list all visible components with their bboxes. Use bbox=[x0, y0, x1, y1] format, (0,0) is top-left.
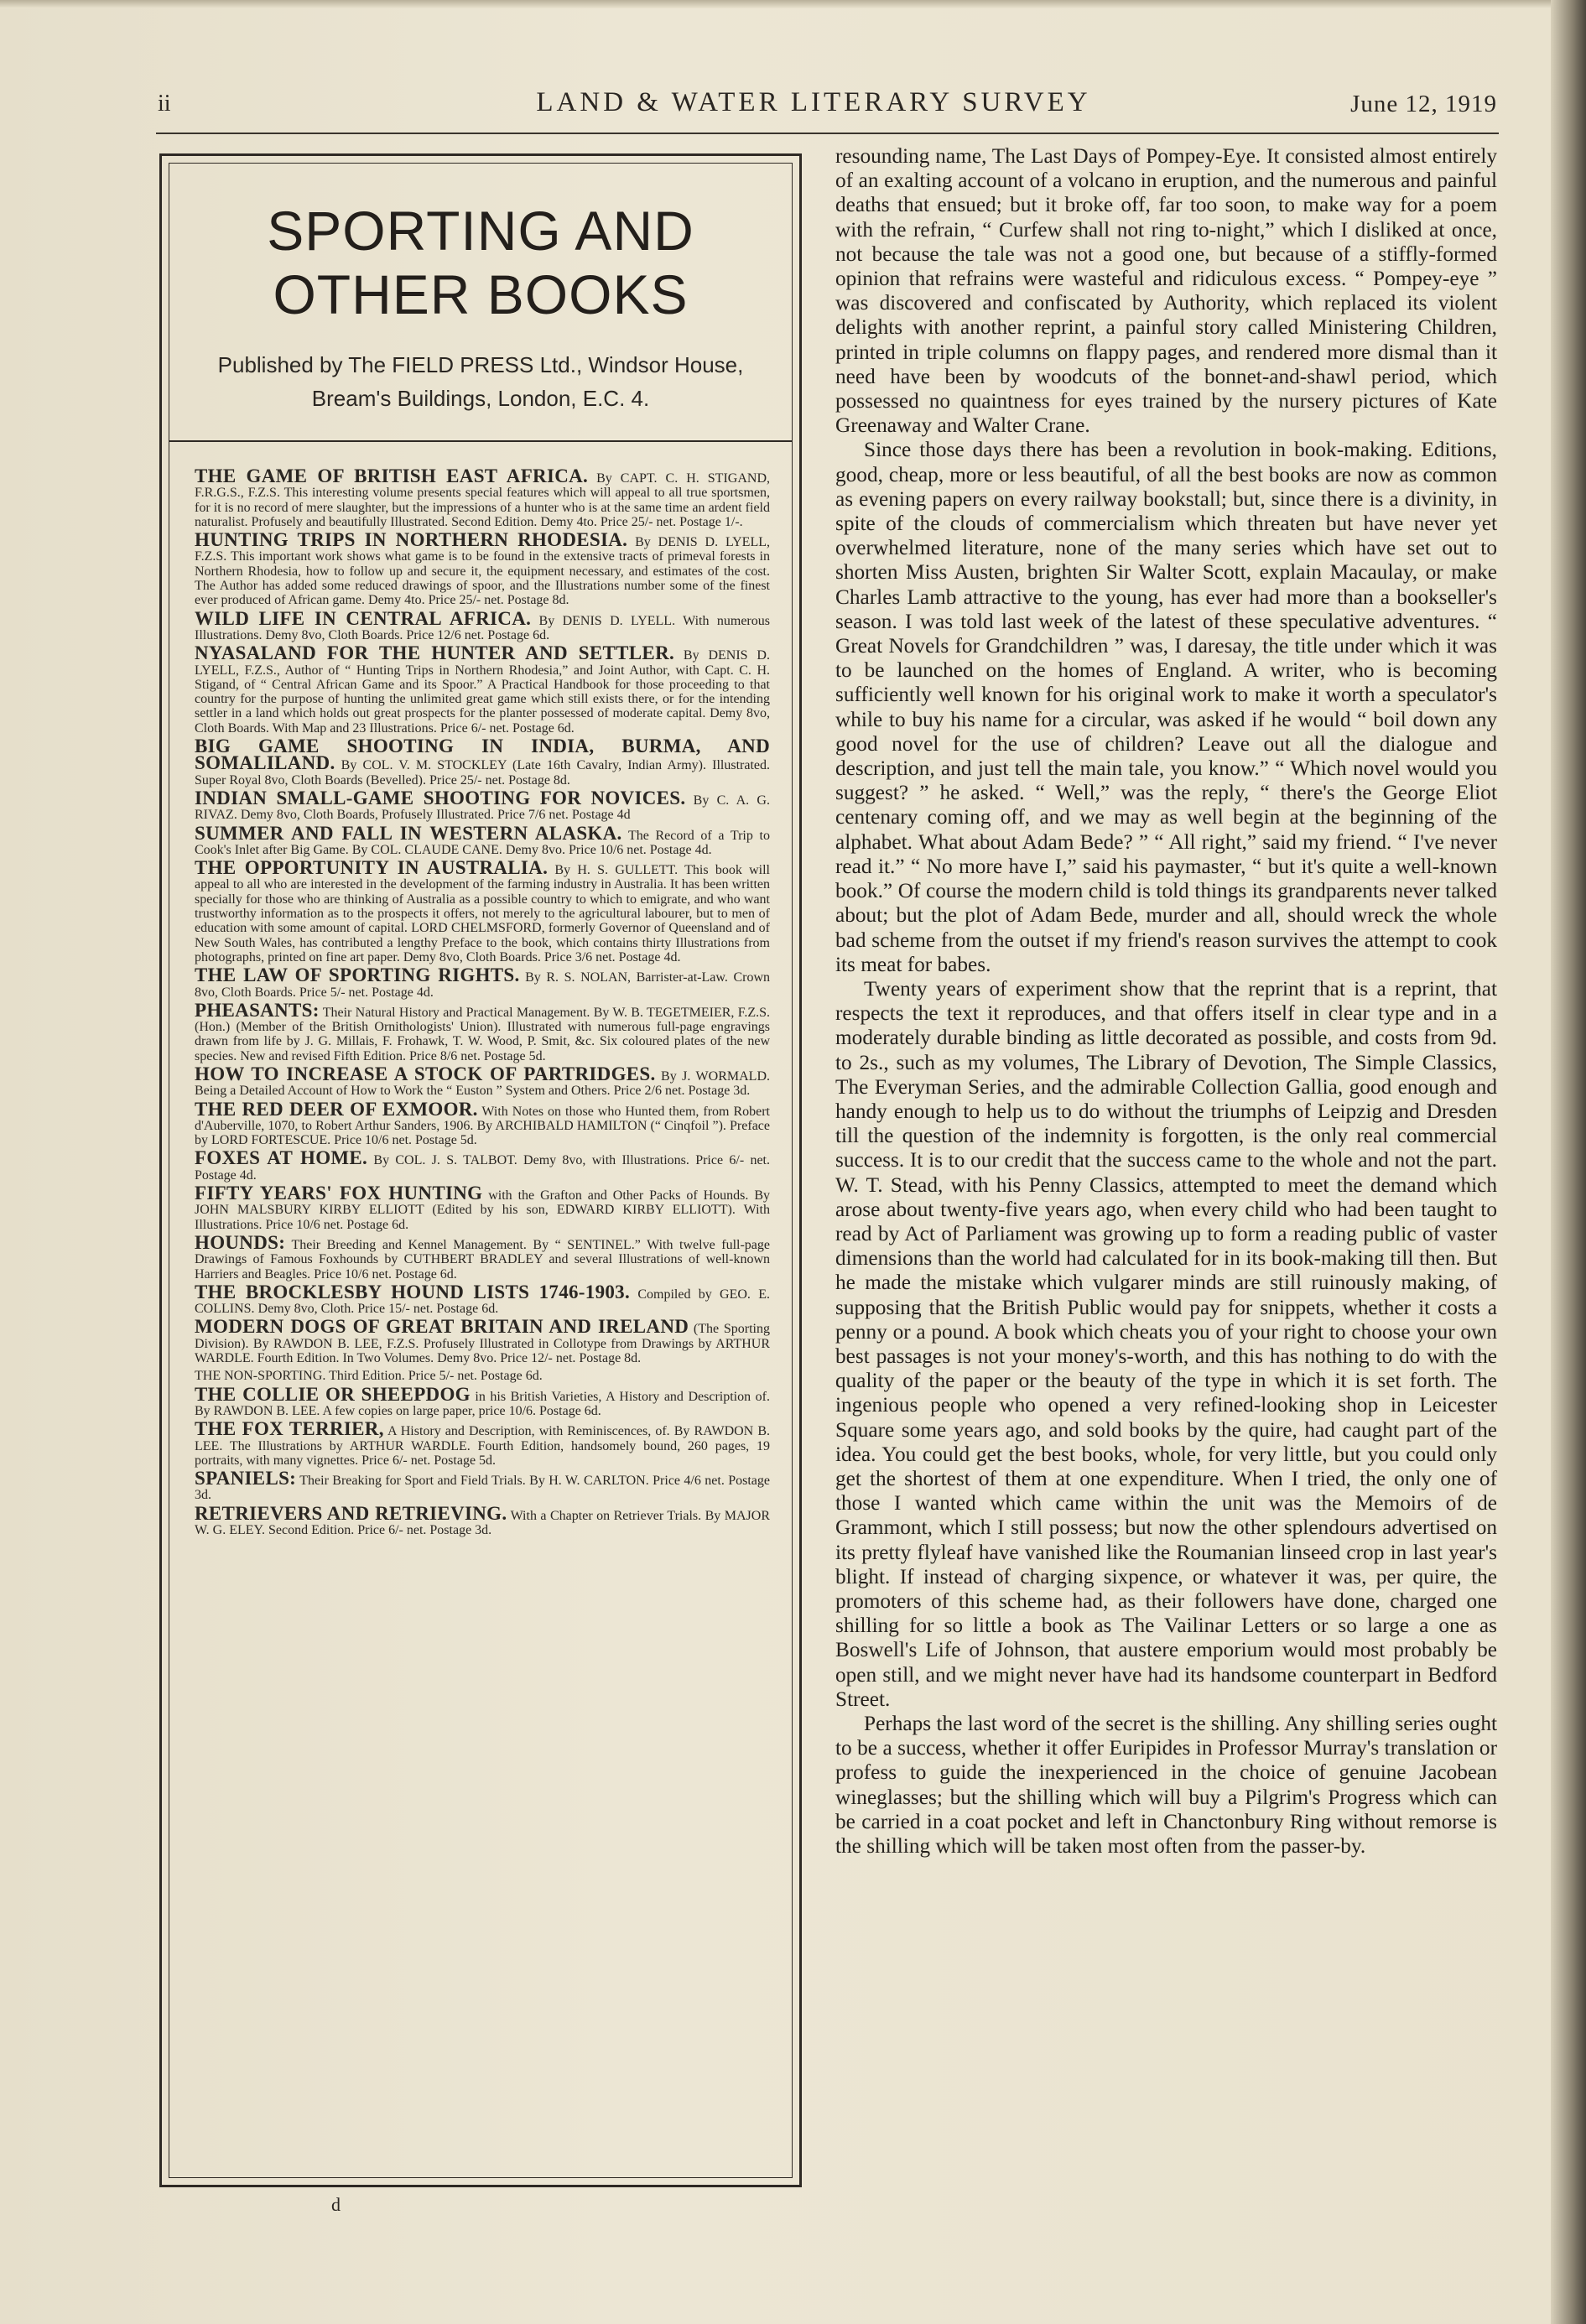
article-paragraph: Perhaps the last word of the secret is the shilling. Any shilling series ought to be a success, whether it offer Euripides in Professor Murray's translation or profess to guide the inexperienced in the choice of genuine Jacobean wineglasses; but the shilling which will buy a Pilgrim's Progress which can be carried in a coat pocket and left in Chanctonbury Ring without remorse is the shilling which will be taken most often from the passer-by. bbox=[835, 1712, 1497, 1859]
book-list bbox=[169, 442, 792, 1537]
publisher-line: Published by The FIELD PRESS Ltd., Windsor House, Bream's Buildings, London, E.C. 4. bbox=[217, 352, 744, 411]
book-title: MODERN DOGS OF GREAT BRITAIN AND IRELAND bbox=[195, 1316, 689, 1338]
book-entry bbox=[195, 1231, 770, 1282]
book-entry bbox=[195, 1383, 770, 1419]
book-entry bbox=[195, 1369, 770, 1383]
book-description: By CAPT. C. H. STIGAND, F.R.G.S., F.Z.S. This interesting volume presents special features which will appeal to all true sportsmen, for it is no record of mere slaughter, but the impressions of a hunter who is at the same time an ardent field naturalist. Profusely and beautifully Illustrated. Second Edition. Demy 4to. Price 25/- net. Postage 1/-. bbox=[195, 471, 770, 529]
book-title: FOXES AT HOME. bbox=[195, 1147, 368, 1169]
book-entry bbox=[195, 1098, 770, 1148]
book-entry bbox=[195, 529, 770, 608]
book-description: By DENIS D. LYELL, F.Z.S. This important work shows what game is to be found in the extensive tracts of primeval forests in Northern Rhodesia, how to follow up and secure it, the equipment necessary, and estimates of the cost. The Author has added some reduced drawings of spoor, and the Illustrations number some of the finest ever produced of African game. Demy 4to. Price 25/- net. Postage 8d. bbox=[195, 535, 770, 608]
book-description: The Record of a Trip to Cook's Inlet after Big Game. By COL. CLAUDE CANE. Demy 8vo. Price 10/6 net. Postage 4d. bbox=[195, 828, 771, 857]
article-paragraph: Twenty years of experiment show that the reprint that is a reprint, that respects the text it reproduces, and that offers itself in clear type and in a moderately durable binding as little decorated as possible, and costs from 9d. to 2s., such as my volumes, The Library of Devotion, The Simple Classics, The Everyman Series, and the admirable Collection Gallia, good enough and handy enough to help us to do without the triumphs of Leipzig and Dresden till the question of the indemnity is forgotten, is the only real commercial success. It is to our credit that the success came to the whole and not the part. W. T. Stead, with his Penny Classics, attempted to meet the demand which arose about twenty-five years ago, when every child who had been taught to read by Act of Parliament was growing up to form a reading public of vaster dimensions than the world had calculated for in its book-making till then. But he made the mistake which vulgarer minds are still ruinously making, of supposing that the British Public would pay for snippets, whether it costs a penny or a pound. A book which cheats you of your right to choose your own best passages is not your money's-worth, and this has nothing to do with the quality of the paper or the beauty of the type in which it is set forth. The ingenious people who opened a very refined-looking shop in Leicester Square some years ago, and sold books by the quire, had caught part of the idea. You could get the best books, whole, for very little, but you could only get the shortest of them at one expenditure. When I tried, the only one of those I wanted which came within the unit was the Memoirs of de Grammont, which I still possess; but now the other splendours advertised on its pretty flyleaf have vanished like the Roumanian linseed crop in last year's blight. If instead of charging sixpence, or whatever it was, per quire, the promoters of this scheme had, as their followers have done, charged one shilling for so little a book as The Vailinar Letters or so large a one as Boswell's Life of Johnson, that austere emporium would most probably be open still, and we might never have had its handsome counterpart in Bedford Street. bbox=[835, 976, 1497, 1711]
book-entry bbox=[195, 1063, 770, 1099]
book-entry bbox=[195, 607, 770, 643]
book-entry bbox=[195, 822, 771, 858]
book-entry bbox=[195, 736, 770, 788]
book-title: THE COLLIE OR SHEEPDOG bbox=[195, 1383, 471, 1405]
book-entry bbox=[195, 465, 770, 529]
book-description: With Notes on those who Hunted them, from Robert d'Auberville, 1070, to Robert Arthur Sanders, 1906. By ARCHIBALD HAMILTON (“ Cinqfoil ”). Preface by LORD FORTESCUE. Price 10/6 net. Postage 5d. bbox=[195, 1104, 770, 1148]
book-entry bbox=[195, 857, 770, 964]
book-entry bbox=[195, 964, 770, 1000]
book-title: INDIAN SMALL-GAME SHOOTING FOR NOVICES. bbox=[195, 787, 686, 808]
book-title: THE LAW OF SPORTING RIGHTS. bbox=[195, 964, 520, 986]
book-title: RETRIEVERS AND RETRIEVING. bbox=[195, 1502, 507, 1524]
book-description: By DENIS D. LYELL. With numerous Illustrations. Demy 8vo, Cloth Boards. Price 12/6 net. Postage 6d. bbox=[195, 613, 770, 642]
book-title: FIFTY YEARS' FOX HUNTING bbox=[195, 1183, 483, 1204]
page-binding-edge bbox=[1551, 0, 1586, 2324]
book-entry bbox=[195, 1502, 770, 1538]
book-description: in his British Varieties, A History and Description of. By RAWDON B. LEE. A few copies on large paper, price 10/6. Postage 6d. bbox=[195, 1389, 770, 1418]
book-entry bbox=[195, 1183, 770, 1232]
book-description: Their Breaking for Sport and Field Trials. By H. W. CARLTON. Price 4/6 net. Postage 3d. bbox=[195, 1474, 770, 1503]
article-paragraph: resounding name, The Last Days of Pompey-Eye. It consisted almost entirely of an exalting account of a volcano in eruption, and the numerous and painful deaths that ensued; but it broke off, far too soon, to make way for a poem with the refrain, “ Curfew shall not ring to-night,” which I disliked at once, not because the tale was not a good one, but because of a stiffly-formed opinion that refrains were wasteful and ridiculous excess. “ Pompey-eye ” was discovered and confiscated by Authority, which replaced its violent delights with another reprint, a painful story called Ministering Children, printed in triple columns on flappy pages, and rendered more dismal than it need have been by woodcuts of the bonnet-and-shawl period, which possessed no quaintness for eyes trained by the nursery pictures of Kate Greenaway and Walter Crane. bbox=[835, 144, 1497, 438]
book-entry bbox=[195, 1281, 770, 1317]
book-entry bbox=[195, 1418, 770, 1468]
page-top-edge bbox=[0, 0, 1586, 8]
book-description: THE NON-SPORTING. Third Edition. Price 5/- net. Postage 6d. bbox=[195, 1369, 543, 1384]
book-description: Their Natural History and Practical Management. By W. B. TEGETMEIER, F.Z.S. (Hon.) (Member of the British Ornithologists' Union). Illustrated with numerous full-page engravings drawn from life by J. G. Millais, F. Frohawk, T. W. Wood, P. Smit, &c. Six coloured plates of the new species. New and revised Fifth Edition. Price 8/6 net. Postage 5d. bbox=[195, 1005, 770, 1063]
book-entry bbox=[195, 642, 770, 736]
book-description: Compiled by GEO. E. COLLINS. Demy 8vo, Cloth. Price 15/- net. Postage 6d. bbox=[195, 1287, 770, 1317]
folio-number: ii bbox=[158, 91, 171, 117]
advertisement-title-line-1: SPORTING AND bbox=[267, 200, 694, 262]
book-description: By H. S. GULLETT. This book will appeal to all who are interested in the development of the farming industry in Australia. It has been written specially for those who are thinking of Australia as a possible country to which to emigrate, and who want trustworthy information as to the prospects it offers, not merely to the agricultural labourer, but to men of education with some amount of capital. LORD CHELMSFORD, formerly Governor of Queensland and of New South Wales, has contributed a lengthy Preface to the book, which contains thirty Illustrations from photographs, printed on fine art paper. Demy 8vo, Cloth Boards. Price 3/6 net. Postage 4d. bbox=[195, 863, 770, 964]
article-column bbox=[835, 144, 1497, 1859]
book-entry bbox=[195, 787, 770, 823]
book-description: By R. S. NOLAN, Barrister-at-Law. Crown 8vo, Cloth Boards. Price 5/- net. Postage 4d. bbox=[195, 970, 770, 1000]
book-description: Their Breeding and Kennel Management. By “ SENTINEL.” With twelve full-page Drawings of Famous Foxhounds by CUTHBERT BRADLEY and several Illustrations of well-known Harriers and Beagles. Price 10/6 net. Postage 6d. bbox=[195, 1237, 770, 1282]
book-title: HOUNDS: bbox=[195, 1231, 286, 1253]
book-title: THE FOX TERRIER, bbox=[195, 1418, 384, 1440]
book-description: A History and Description, with Reminiscences, of. By RAWDON B. LEE. The Illustrations by ARTHUR WARDLE. Fourth Edition, handsomely bound, 260 pages, 19 portraits, with many vignettes. Price 6/- net. Postage 5d. bbox=[195, 1424, 770, 1468]
book-title: WILD LIFE IN CENTRAL AFRICA. bbox=[195, 607, 532, 629]
advertisement-title bbox=[169, 199, 792, 326]
header-rule bbox=[156, 133, 1499, 134]
book-title: SPANIELS: bbox=[195, 1468, 297, 1490]
printer-signature-mark: d bbox=[331, 2194, 341, 2215]
book-description: By COL. V. M. STOCKLEY (Late 16th Cavalry, Indian Army). Illustrated. Super Royal 8vo, Cloth Boards (Bevelled). Price 25/- net. Postage 8d. bbox=[195, 758, 770, 788]
advertisement-inner-frame bbox=[169, 163, 793, 2178]
article-paragraph: Since those days there has been a revolution in book-making. Editions, good, cheap, more or less beautiful, of all the best books are now as common as evening papers on every railway bookstall; but, since there is a divinity, in spite of the clouds of commercialism which threaten but have never yet overwhelmed literature, none of the many series which have set out to shorten Miss Austen, brighten Sir Walter Scott, explain Macaulay, or make Charles Lamb attractive to the young, has ever had more than a bookseller's season. I was told last week of the latest of these speculative adventures. “ Great Novels for Grandchildren ” was, I daresay, the title under which it was to be launched on the homes of England. A writer, who is becoming sufficiently well known for his original work to make it worth a speculator's while to buy his name for a circular, was asked if he would “ boil down any good novel for the use of children? Leave out all the dialogue and description, and just tell the main tale, you know.” “ Which novel would you suggest? ” he asked. “ Well,” was the reply, “ there's the George Eliot centenary coming off, and we may as well begin at the beginning of the alphabet. What about Adam Bede? ” “ All right,” said my friend. “ I've never read it.” “ No more have I,” said his paymaster, “ but it's quite a well-known book.” Of course the modern child is told things its grandparents never talked about; but the plot of Adam Bede, murder and all, should wreck the whole bad scheme from the outset if my friend's reason survives the attempt to cook its meat for babes. bbox=[835, 438, 1497, 976]
book-title: SUMMER AND FALL IN WESTERN ALASKA. bbox=[195, 822, 622, 844]
book-description: By J. WORMALD. Being a Detailed Account of How to Work the “ Euston ” System and Others. Price 2/6 net. Postage 3d. bbox=[195, 1068, 770, 1099]
book-title: HUNTING TRIPS IN NORTHERN RHODESIA. bbox=[195, 529, 628, 551]
book-description: with the Grafton and Other Packs of Hounds. By JOHN MALSBURY KIRBY ELLIOTT (Edited by his son, EDWARD KIRBY ELLIOTT). With Illustrations. Price 10/6 net. Postage 6d. bbox=[195, 1188, 770, 1232]
masthead-title: LAND & WATER LITERARY SURVEY bbox=[536, 87, 1091, 117]
book-title: THE RED DEER OF EXMOOR. bbox=[195, 1098, 478, 1120]
book-description: By COL. J. S. TALBOT. Demy 8vo, with Illustrations. Price 6/- net. Postage 4d. bbox=[195, 1153, 770, 1183]
running-header bbox=[151, 87, 1497, 124]
book-entry bbox=[195, 1316, 770, 1366]
book-entry bbox=[195, 1147, 770, 1183]
book-entry bbox=[195, 999, 770, 1063]
book-title: HOW TO INCREASE A STOCK OF PARTRIDGES. bbox=[195, 1063, 656, 1084]
advertisement-title-line-2: OTHER BOOKS bbox=[273, 263, 689, 325]
book-title: THE GAME OF BRITISH EAST AFRICA. bbox=[195, 465, 589, 486]
book-title: THE BROCKLESBY HOUND LISTS 1746-1903. bbox=[195, 1281, 631, 1302]
book-description: By DENIS D. LYELL, F.Z.S., Author of “ Hunting Trips in Northern Rhodesia,” and Joint Author, with Capt. C. H. Stigand, of “ Central African Game and its Spoor.” A Practical Handbook for those proceeding to that country for the purpose of hunting the unlimited great game which still exists there, or for the intending settler in a land which holds out great prospects for the planter possessed of moderate capital. Demy 8vo, Cloth Boards. With Map and 23 Illustrations. Price 6/- net. Postage 6d. bbox=[195, 648, 770, 736]
book-entry bbox=[195, 1468, 770, 1503]
advertisement-box bbox=[159, 153, 802, 2187]
issue-date: June 12, 1919 bbox=[1350, 91, 1497, 117]
book-description: (The Sporting Division). By RAWDON B. LEE, F.Z.S. Profusely Illustrated in Collotype from Drawings by ARTHUR WARDLE. Fourth Edition. In Two Volumes. Demy 8vo. Price 12/- net. Postage 8d. bbox=[195, 1322, 770, 1366]
book-title: BIG GAME SHOOTING IN INDIA, BURMA, AND SOMALILAND. bbox=[195, 736, 770, 774]
book-description: With a Chapter on Retriever Trials. By MAJOR W. G. ELEY. Second Edition. Price 6/- net. Postage 3d. bbox=[195, 1508, 770, 1537]
book-title: PHEASANTS: bbox=[195, 999, 320, 1021]
book-title: THE OPPORTUNITY IN AUSTRALIA. bbox=[195, 857, 549, 879]
book-title: NYASALAND FOR THE HUNTER AND SETTLER. bbox=[195, 642, 675, 664]
book-description: By C. A. G. RIVAZ. Demy 8vo, Cloth Boards, Profusely Illustrated. Price 7/6 net. Postage 4d bbox=[195, 793, 770, 823]
